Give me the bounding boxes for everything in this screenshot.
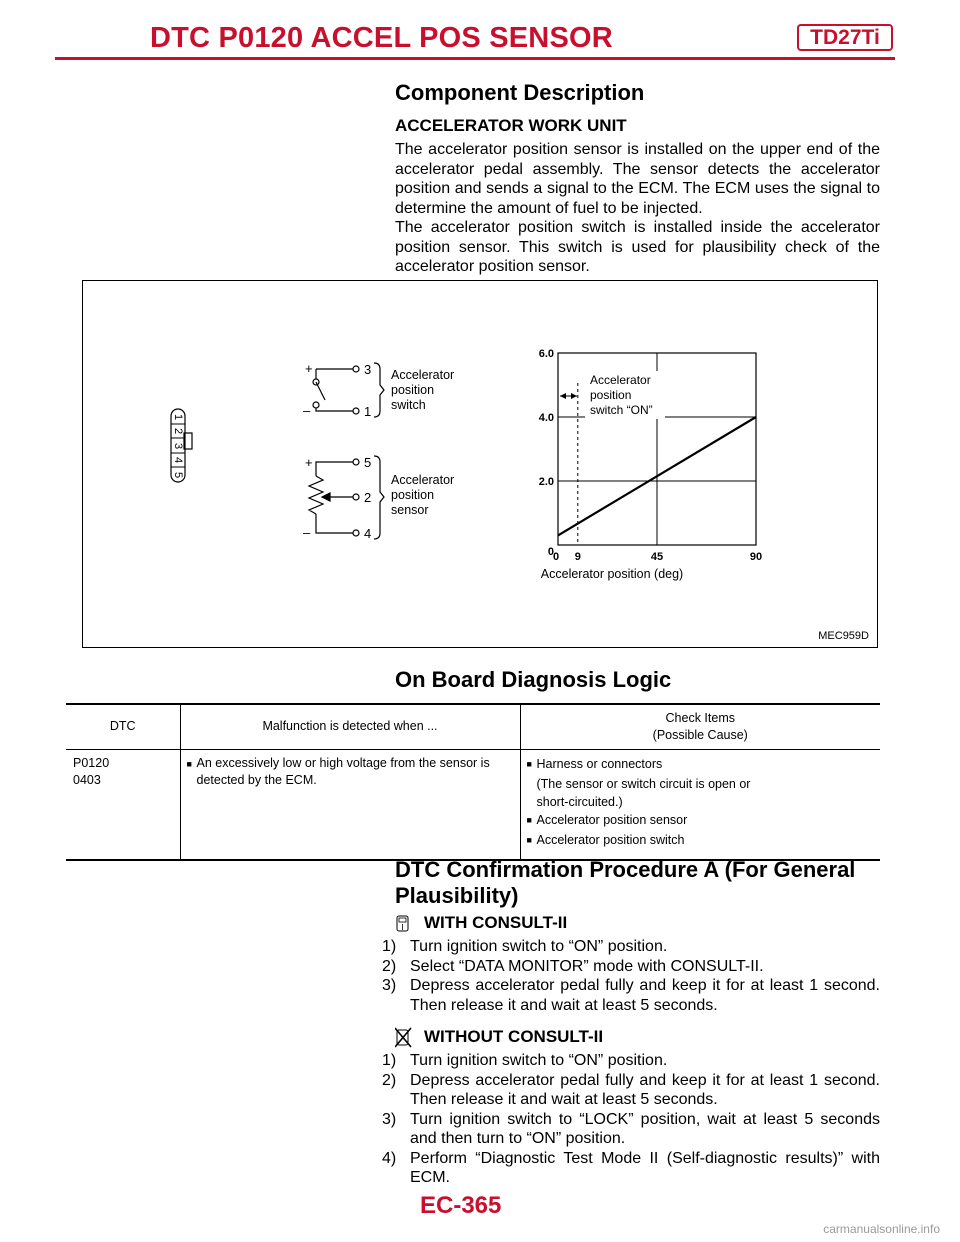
header-rule <box>55 57 895 60</box>
sensor-plus-sign: + <box>305 455 313 470</box>
sensor-label-line-2: position <box>391 488 435 502</box>
bullet-icon: ■ <box>526 835 532 845</box>
connector-pin-1: 1 <box>172 413 185 421</box>
diagnosis-table-header <box>66 705 880 750</box>
sensor-circuit <box>303 455 454 541</box>
y-tick-label-3: 6.0 <box>538 348 554 360</box>
sensor-label-line-3: sensor <box>391 503 429 517</box>
subheading-accelerator-work-unit: ACCELERATOR WORK UNIT <box>395 116 627 135</box>
sensor-label-line-1: Accelerator <box>391 473 455 487</box>
col-header-check-items: Check Items (Possible Cause) <box>520 705 880 750</box>
sensor-pin-5: 5 <box>364 455 372 470</box>
switch-pin-3: 3 <box>364 362 372 377</box>
section-heading-component: Component Description <box>395 80 645 105</box>
component-paragraph-2: The accelerator position switch is installed inside the accelerator position sensor. This switch is used for plausibility check of the accelerator position sensor. <box>395 219 880 275</box>
switch-on-annotation <box>560 371 665 419</box>
y-tick-label-2: 4.0 <box>538 412 554 424</box>
section-heading-diagnosis: On Board Diagnosis Logic <box>395 667 672 692</box>
page-header-title: DTC P0120 ACCEL POS SENSOR <box>150 22 613 54</box>
figure-box <box>82 280 878 648</box>
with-consult-heading: WITH CONSULT-II <box>395 912 567 934</box>
on-label-line-2: position <box>590 388 632 402</box>
switch-minus-sign: – <box>303 403 311 418</box>
bullet-icon: ■ <box>186 759 192 769</box>
switch-plus-sign: + <box>305 361 313 376</box>
col-header-dtc: DTC <box>66 705 180 750</box>
connector-pin-5: 5 <box>172 471 185 479</box>
model-badge: TD27Ti <box>797 24 893 51</box>
on-range-arrow-right <box>571 393 577 399</box>
without-consult-steps <box>382 1051 880 1188</box>
connector-pin-4: 4 <box>172 456 185 464</box>
consult-tool-icon <box>395 912 421 934</box>
connector-diagram <box>171 409 192 482</box>
list-item: 2) Depress accelerator pedal fully and keep it for at least 1 second. Then release it and wait at least 5 seconds. <box>382 1071 880 1108</box>
sensor-minus-sign: – <box>303 525 311 540</box>
x-axis-label: Accelerator position (deg) <box>540 567 684 581</box>
cell-dtc: P0120 0403 <box>73 756 110 787</box>
cell-malfunction: ■ An excessively low or high voltage from the sensor is detected by the ECM. <box>180 750 520 860</box>
sensor-pin-2: 2 <box>364 490 372 505</box>
list-item: 1) Turn ignition switch to “ON” position. <box>382 1052 668 1069</box>
page-number: EC-365 <box>420 1192 502 1219</box>
list-item: 3) Turn ignition switch to “LOCK” position, wait at least 5 seconds and then turn to “ON” position. <box>382 1110 880 1147</box>
diagnosis-table-wrapper <box>66 703 880 861</box>
y-tick-label-0: 0 <box>547 546 554 558</box>
bullet-icon: ■ <box>526 815 532 825</box>
switch-label-line-3: switch <box>391 398 426 412</box>
figure-svg <box>83 281 876 646</box>
list-item: 1) Turn ignition switch to “ON” position. <box>382 938 668 955</box>
connector-pin-3: 3 <box>172 442 185 450</box>
list-item: 2) Select “DATA MONITOR” mode with CONSULT-II. <box>382 957 764 975</box>
diagnosis-table <box>66 705 880 859</box>
on-label-line-1: Accelerator <box>590 373 651 387</box>
no-consult-tool-icon <box>395 1026 421 1048</box>
connector-pin-2: 2 <box>172 427 185 435</box>
list-item: 3) Depress accelerator pedal fully and keep it for at least 1 second. Then release it and wait at least 5 seconds. <box>382 977 880 1014</box>
switch-circuit <box>303 361 454 419</box>
x-tick-label-3: 90 <box>749 551 763 563</box>
without-consult-heading: WITHOUT CONSULT-II <box>395 1026 603 1048</box>
switch-label-line-2: position <box>391 383 435 397</box>
x-tick-label-1: 9 <box>574 551 581 563</box>
list-item: 4) Perform “Diagnostic Test Mode II (Self-diagnostic results)” with ECM. <box>382 1149 880 1186</box>
bullet-icon: ■ <box>526 759 532 769</box>
on-range-arrow-left <box>560 393 566 399</box>
on-label-line-3: switch “ON” <box>590 403 653 417</box>
watermark: carmanualsonline.info <box>823 1222 940 1236</box>
section-heading-procedure: DTC Confirmation Procedure A (For General Plausibility) <box>395 857 856 908</box>
sensor-pin-4: 4 <box>364 526 372 541</box>
component-description-text <box>395 140 880 277</box>
x-tick-label-0: 0 <box>552 551 560 563</box>
switch-label-line-1: Accelerator <box>391 368 455 382</box>
component-paragraph-1: The accelerator position sensor is installed on the upper end of the accelerator pedal assembly. The sensor detects the accelerator position and sends a signal to the ECM. The ECM uses the signal to determine the amount of fuel to be injected. <box>395 141 880 217</box>
x-tick-label-2: 45 <box>650 551 664 563</box>
with-consult-steps <box>382 937 880 1015</box>
figure-code: MEC959D <box>818 630 869 642</box>
switch-pin-1: 1 <box>364 404 372 419</box>
cell-check-items: ■ Harness or connectors (The sensor or switch circuit is open or short-circuited.) ■ Accelerator position sensor ■ Accelerator position switch <box>520 750 880 860</box>
y-tick-label-1: 2.0 <box>538 476 554 488</box>
col-header-malfunction: Malfunction is detected when ... <box>180 705 520 750</box>
table-row <box>66 750 880 860</box>
